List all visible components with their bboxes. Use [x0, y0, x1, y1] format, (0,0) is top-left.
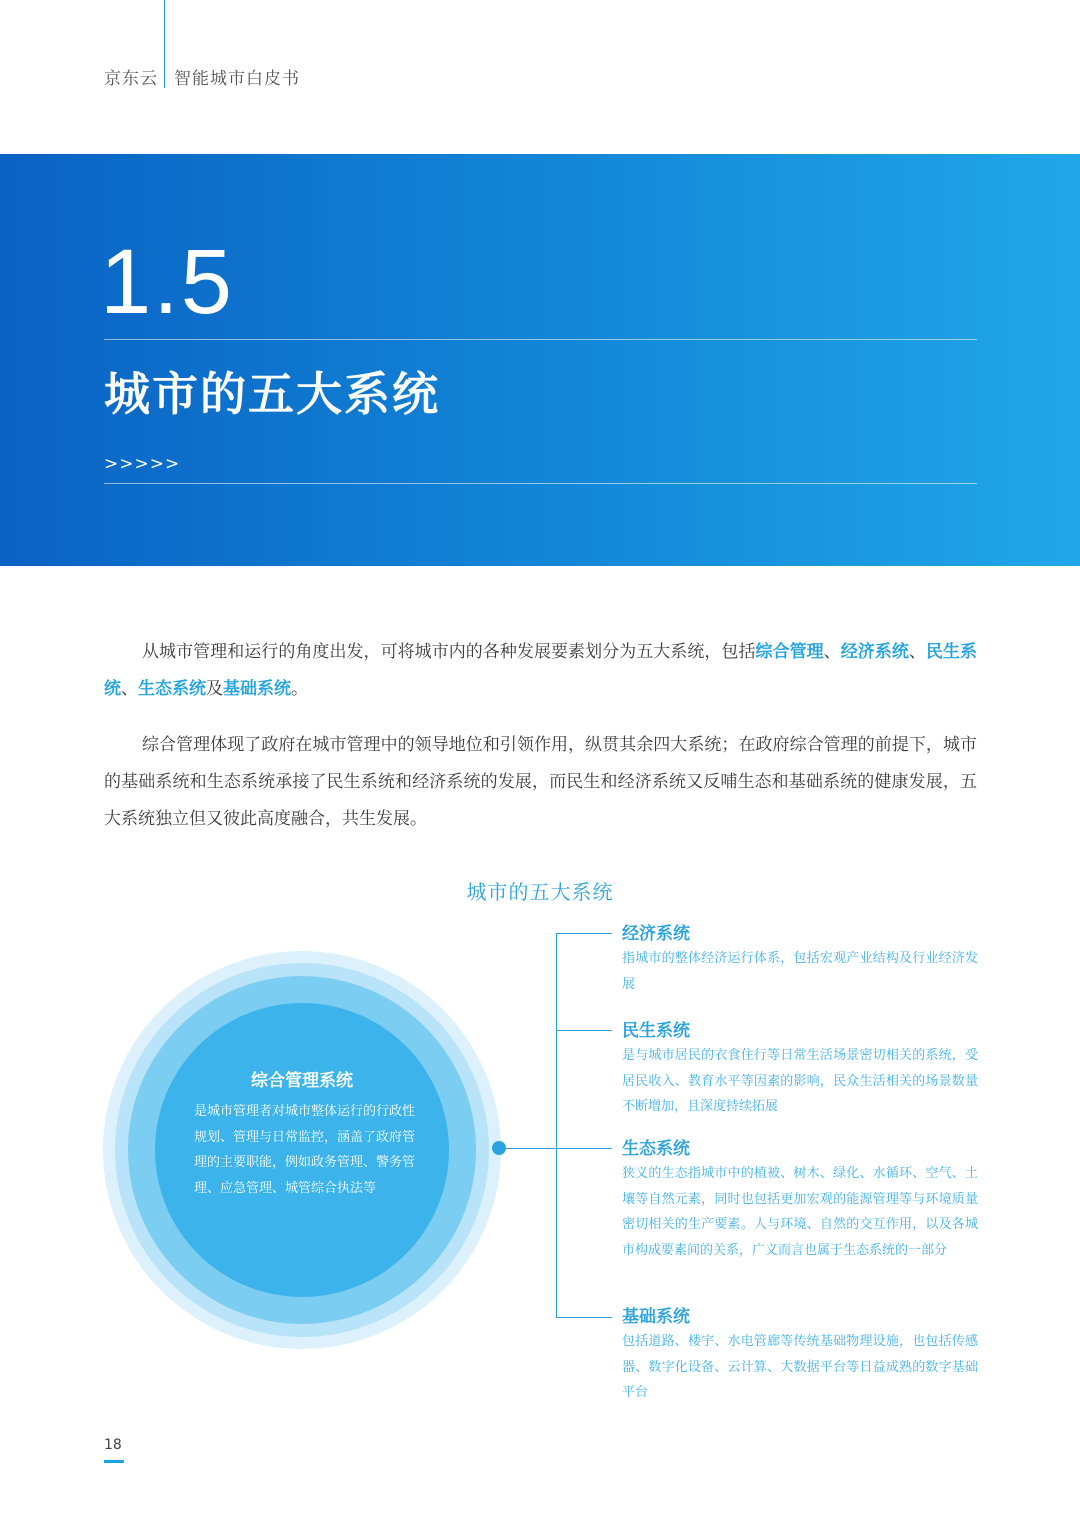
system-item-desc: 是与城市居民的衣食住行等日常生活场景密切相关的系统，受居民收入、教育水平等因素的影响，民众生活相关的场景数量不断增加，且深度持续拓展 — [622, 1048, 978, 1114]
figure-title: 城市的五大系统 — [466, 880, 614, 904]
header-brand: 京东云 — [104, 69, 158, 89]
highlight-livelihood-system: 民生系统 — [104, 642, 978, 699]
center-title: 综合管理系统 — [251, 1071, 353, 1091]
sentence-end: 。 — [291, 679, 308, 699]
system-item-desc: 包括道路、楼宇、水电管廊等传统基础物理设施，也包括传感器、数字化设备、云计算、大数据平台等日益成熟的数字基础平台 — [622, 1334, 978, 1400]
connector-vertical-line — [556, 933, 557, 1317]
intro-paragraph-2: 综合管理体现了政府在城市管理中的领导地位和引领作用，纵贯其余四大系统；在政府综合管理的前提下，城市的基础系统和生态系统承接了民生系统和经济系统的发展，而民生和经济系统又反哺生态和基础系统的健康发展，五大系统独立但又彼此高度融合，共生发展。 — [104, 735, 977, 829]
header-divider — [164, 0, 165, 88]
system-item-ecological — [622, 1137, 978, 1263]
system-item-infrastructure — [622, 1305, 978, 1406]
connector-branch-ecological — [556, 1148, 612, 1149]
banner-divider-top — [104, 339, 977, 340]
separator: 、 — [908, 642, 926, 662]
page-number-underline — [104, 1460, 124, 1463]
system-item-economic — [622, 922, 978, 997]
section-number: 1.5 — [100, 231, 234, 333]
system-item-livelihood — [622, 1019, 978, 1120]
system-item-title: 生态系统 — [622, 1139, 690, 1159]
separator: 及 — [206, 679, 223, 699]
highlight-ecological-system: 生态系统 — [138, 679, 206, 699]
connector-dot — [492, 1141, 506, 1155]
system-item-desc: 指城市的整体经济运行体系，包括宏观产业结构及行业经济发展 — [622, 951, 978, 992]
center-description: 是城市管理者对城市整体运行的行政性规划、管理与日常监控，涵盖了政府管理的主要职能，例如政务管理、警务管理、应急管理、城管综合执法等 — [194, 1104, 416, 1196]
header-doc-title: 智能城市白皮书 — [174, 69, 300, 89]
system-item-title: 基础系统 — [622, 1307, 690, 1327]
page-number: 18 — [104, 1437, 122, 1453]
connector-main-line — [506, 1148, 556, 1149]
banner-divider-bottom — [104, 483, 977, 484]
connector-branch-infrastructure — [556, 1317, 612, 1318]
section-arrows: >>>>> — [104, 454, 181, 474]
highlight-infrastructure-system: 基础系统 — [223, 679, 291, 699]
highlight-economic-system: 经济系统 — [840, 642, 909, 662]
system-item-title: 民生系统 — [622, 1021, 690, 1041]
intro-paragraph-1 — [104, 634, 977, 708]
intro-text: 从城市管理和运行的角度出发，可将城市内的各种发展要素划分为五大系统，包括 — [142, 642, 756, 662]
system-item-desc: 狭义的生态指城市中的植被、树木、绿化、水循环、空气、土壤等自然元素，同时也包括更加宏观的能源管理等与环境质量密切相关的生产要素。人与环境、自然的交互作用，以及各城市构成要素间的关系，广义而言也属于生态系统的一部分 — [622, 1166, 978, 1258]
separator: 、 — [121, 679, 138, 699]
connector-branch-economic — [556, 933, 612, 934]
section-title: 城市的五大系统 — [104, 367, 440, 421]
system-item-title: 经济系统 — [622, 924, 690, 944]
connector-branch-livelihood — [556, 1030, 612, 1031]
separator: 、 — [823, 642, 841, 662]
section-banner — [0, 154, 1080, 566]
highlight-integrated-management: 综合管理 — [755, 642, 824, 662]
